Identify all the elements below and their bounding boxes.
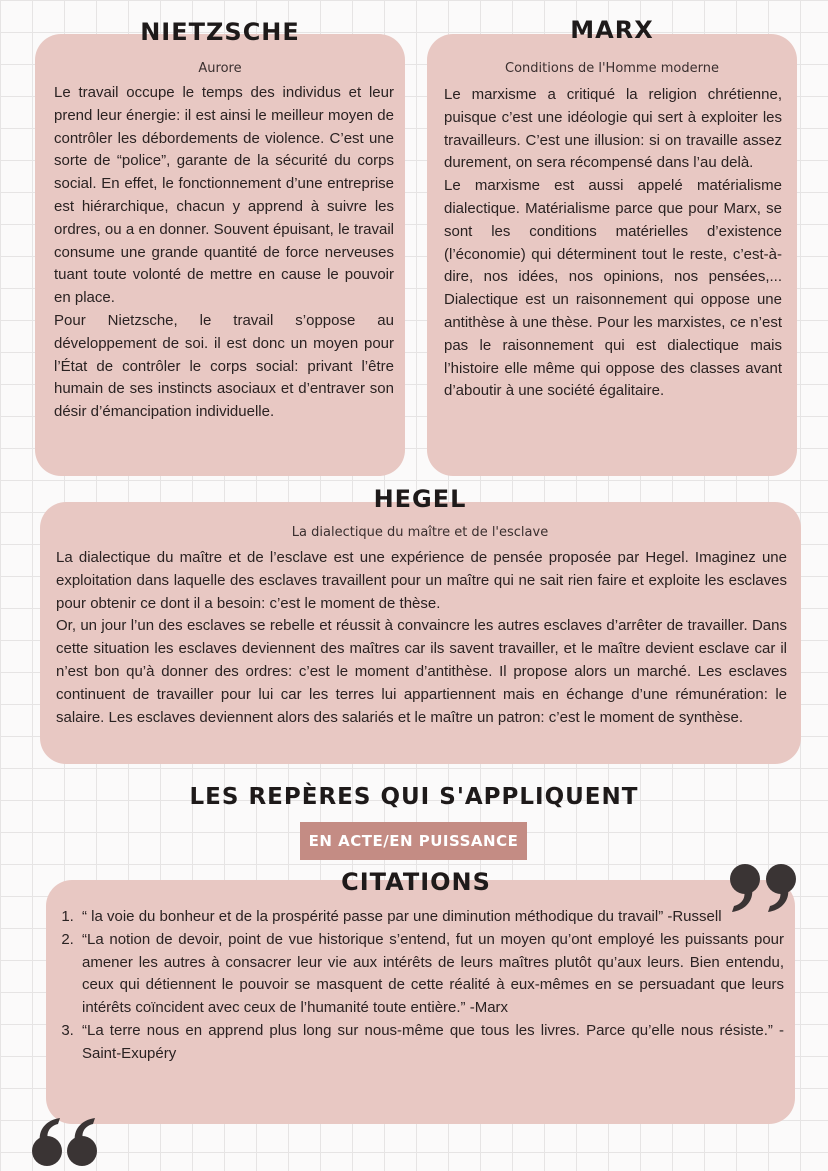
nietzsche-heading: NIETZSCHE [140,18,300,46]
marx-subtitle: Conditions de l'Homme moderne [505,61,719,76]
marx-paragraph-2: Le marxisme est aussi appelé matérialisme dialectique. Matérialisme parce que pour Marx, se sont les conditions matérielles d’existence (l’économie) qui déterminent tout le reste, c’est-à-dire, nos idées, nos opinions, nos pensées,... Dialectique est un raisonnement qui oppose une antithèse à une thèse. Pour les marxistes, ce n’est pas le raisonnement qui est dialectique mais l’histoire elle même qui oppose des classes avant d’aboutir à une société égalitaire. [444,177,782,400]
citations-list [56,906,784,1066]
open-quote-icon [30,1116,100,1168]
reperes-badge: EN ACTE/EN PUISSANCE [300,822,527,860]
hegel-paragraph-2: Or, un jour l’un des esclaves se rebelle et réussit à convaincre les autres esclaves d’arrêter de travailler. Dans cette situation les esclaves deviennent des maîtres car ils savent travailler, et le maître devient esclave car il n’est bon qu’à donner des ordres: c’est le moment d’antithèse. Il propose alors un marché. Les esclaves continuent de travailler pour lui car les terres lui appartiennent mais en échange d’une rémunération: le salaire. Les esclaves deviennent alors des salariés et le maître un patron: c’est le moment de synthèse. [56,617,787,726]
citations-heading: CITATIONS [341,868,491,896]
citation-item: 3. “La terre nous en apprend plus long sur nous-même que tous les livres. Parce qu’elle nous résiste.” -Saint-Exupéry [78,1020,784,1066]
hegel-subtitle: La dialectique du maître et de l'esclave [291,525,549,540]
marx-heading: MARX [570,16,654,44]
nietzsche-subtitle: Aurore [198,61,242,76]
hegel-text [56,547,787,729]
citations-text [56,906,784,1066]
nietzsche-paragraph-1: Le travail occupe le temps des individus et leur prend leur énergie: il est ainsi le meilleur moyen de contrôler les débordements de violence. C’est une sorte de “police”, garante de la sécurité du corps social. En effet, le fonctionnement d’une entreprise est hiérarchique, chacun y apprend à suivre les ordres, ou a en donner. Souvent épuisant, le travail consume une grande quantité de force nerveuses tuant toute volonté de mettre en cause le pouvoir en place. [54,84,394,307]
hegel-paragraph-1: La dialectique du maître et de l’esclave est une expérience de pensée proposée par Hegel. Imaginez une exploitation dans laquelle des esclaves travaillent pour un maître qui ne sait rien faire et exploite les esclaves pour obtenir ce dont il a besoin: c’est le moment de thèse. [56,549,787,612]
nietzsche-text [54,82,394,424]
citation-item: 2. “La notion de devoir, point de vue historique s’entend, fut un moyen qu’ont employé les puissants pour amener les autres à consacrer leur vie aux intérêts de leurs maîtres plutôt qu’aux leurs. Bien entendu, ceux qui détiennent le pouvoir se masquent de cette réalité à eux-mêmes en se persuadant que leurs intérêts coïncident avec ceux de l’humanité toute entière.” -Marx [78,929,784,1020]
marx-text [444,84,782,403]
hegel-heading: HEGEL [373,485,467,513]
reperes-heading: LES REPÈRES QUI S'APPLIQUENT [189,784,639,810]
nietzsche-paragraph-2: Pour Nietzsche, le travail s’oppose au développement de soi. il est donc un moyen pour l’État de contrôler le corps social: privant l’être humain de ses instincts asociaux et d’entraver son désir d’émancipation individuelle. [54,311,394,421]
citation-item: 1. “ la voie du bonheur et de la prospérité passe par une diminution méthodique du travail” -Russell [78,906,784,929]
close-quote-icon [728,862,800,914]
marx-paragraph-1: Le marxisme a critiqué la religion chrétienne, puisque c’est une idéologie qui sert à exploiter les travailleurs. C’est une illusion: si on travaille assez durement, on sera récompensé dans l’au delà. [444,86,782,172]
